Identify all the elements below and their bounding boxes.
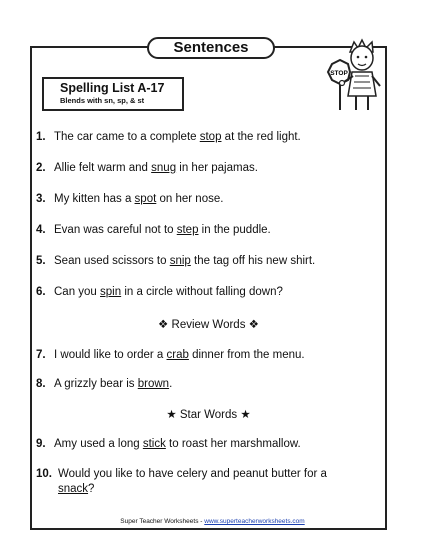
sentence-number: 10. xyxy=(36,468,52,480)
sentence-text: on her nose. xyxy=(156,193,224,205)
spelling-word: stop xyxy=(199,131,222,143)
footer-link[interactable]: www.superteacherworksheets.com xyxy=(204,518,305,525)
spelling-word: spin xyxy=(100,286,122,298)
sentence-text: The car came to a complete xyxy=(54,131,200,143)
sentence-text: to roast her marshmallow. xyxy=(165,438,301,450)
sentence-1 xyxy=(36,130,381,145)
page-title: Sentences xyxy=(147,37,275,59)
boy-with-stop-sign-illustration xyxy=(326,38,392,114)
spelling-word: snack xyxy=(58,483,89,495)
sentence-4 xyxy=(36,223,381,238)
sentence-3 xyxy=(36,192,381,207)
spelling-word: step xyxy=(176,224,199,236)
spelling-list-box xyxy=(42,77,184,111)
sentence-number: 5. xyxy=(36,255,46,267)
spelling-word: snip xyxy=(169,255,191,267)
sentence-text: the tag off his new shirt. xyxy=(190,255,316,267)
stop-sign-text: STOP xyxy=(330,70,348,77)
spelling-word: stick xyxy=(142,438,166,450)
sentence-text: Would you like to have celery and peanut butter for a xyxy=(58,468,327,480)
sentence-number: 6. xyxy=(36,286,46,298)
sentence-7 xyxy=(36,348,381,363)
star-words-heading: ★ Star Words ★ xyxy=(166,409,251,421)
sentence-text: I would like to order a xyxy=(54,349,167,361)
sentence-text: dinner from the menu. xyxy=(188,349,305,361)
sentence-text: A grizzly bear is xyxy=(54,378,138,390)
spelling-word: crab xyxy=(166,349,189,361)
spelling-list-title: Spelling List A-17 xyxy=(60,81,165,95)
sentence-number: 3. xyxy=(36,193,46,205)
sentence-text: Can you xyxy=(54,286,101,298)
sentence-text: in her pajamas. xyxy=(176,162,258,174)
sentence-text: Allie felt warm and xyxy=(54,162,152,174)
sentence-9 xyxy=(36,437,381,452)
spelling-word: spot xyxy=(134,193,157,205)
review-words-heading: ❖ Review Words ❖ xyxy=(158,319,259,331)
sentence-6 xyxy=(36,285,381,300)
sentence-number: 9. xyxy=(36,438,46,450)
sentence-number: 4. xyxy=(36,224,46,236)
sentence-5 xyxy=(36,254,381,269)
sentence-text: Evan was careful not to xyxy=(54,224,177,236)
footer xyxy=(0,518,425,525)
sentence-10 xyxy=(36,467,381,497)
sentence-text: in a circle without falling down? xyxy=(121,286,283,298)
sentence-text: at the red light. xyxy=(221,131,301,143)
sentence-number: 7. xyxy=(36,349,46,361)
footer-text: Super Teacher Worksheets - xyxy=(120,518,205,525)
sentence-text: ? xyxy=(88,483,95,495)
sentence-text: . xyxy=(169,378,173,390)
sentence-text: in the puddle. xyxy=(198,224,271,236)
sentence-number: 1. xyxy=(36,131,46,143)
sentence-text: Amy used a long xyxy=(54,438,143,450)
sentence-8 xyxy=(36,377,381,392)
spelling-list-subtitle: Blends with sn, sp, & st xyxy=(60,96,145,105)
spelling-word: brown xyxy=(137,378,170,390)
spelling-word: snug xyxy=(151,162,177,174)
sentence-number: 8. xyxy=(36,378,46,390)
sentence-text: My kitten has a xyxy=(54,193,135,205)
sentence-number: 2. xyxy=(36,162,46,174)
sentence-text: Sean used scissors to xyxy=(54,255,170,267)
sentence-2 xyxy=(36,161,381,176)
